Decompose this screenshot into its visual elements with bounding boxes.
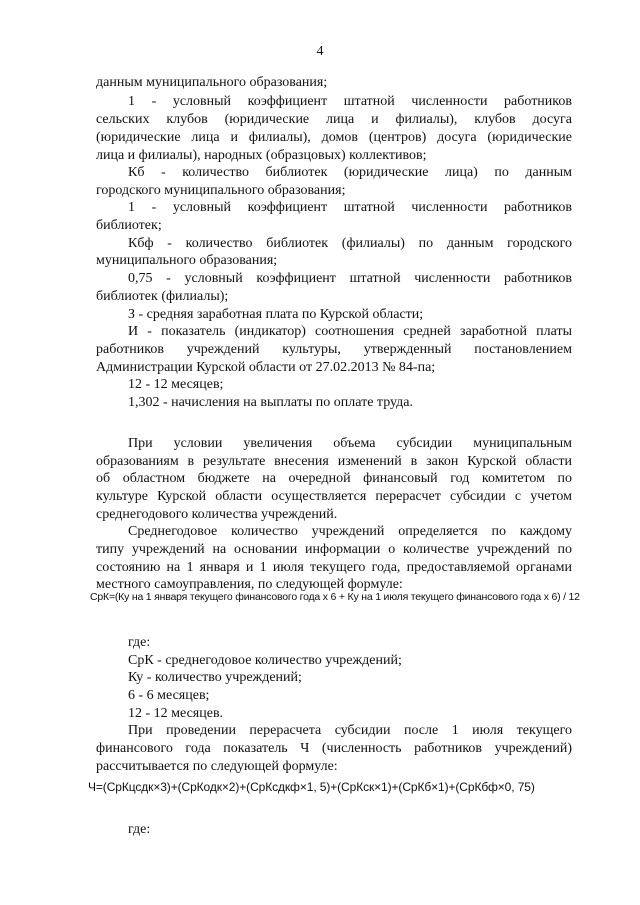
text-line: 1 - условный коэффициент штатной численности работников [128, 94, 572, 109]
text-line: 6 - 6 месяцев; [128, 688, 210, 703]
text-line: лица и филиалы), народных (образцовых) коллективов; [96, 148, 427, 163]
text-line: З - средняя заработная плата по Курской области; [128, 307, 424, 322]
text-line: об областном бюджете на очередной финансовый год комитетом по [96, 471, 572, 486]
text-line: рассчитывается по следующей формуле: [96, 759, 338, 774]
text-line: финансового года показатель Ч (численность работников учреждений) [96, 741, 572, 756]
text-line: 1 - условный коэффициент штатной численности работников [128, 200, 572, 215]
text-line: местного самоуправления, по следующей формуле: [96, 577, 403, 592]
text-line: городского муниципального образования; [96, 183, 346, 198]
text-line: библиотек; [96, 218, 162, 233]
text-line: среднегодового количества учреждений. [96, 507, 338, 522]
page-number: 4 [316, 44, 324, 59]
text-line: При условии увеличения объема субсидии муниципальным [128, 436, 572, 451]
text-line: СрК - среднегодовое количество учреждений; [128, 653, 402, 668]
text-line: библиотек (филиалы); [96, 289, 229, 304]
text-line: Администрации Курской области от 27.02.2013 № 84-па; [96, 360, 436, 375]
text-line: работников учреждений культуры, утвержденный постановлением [96, 342, 572, 357]
text-line: При проведении перерасчета субсидии после 1 июля текущего [128, 723, 572, 738]
text-line: (юридические лица и филиалы), домов (центров) досуга (юридические [96, 130, 572, 145]
text-line: сельских клубов (юридические лица и филиалы), клубов досуга [96, 112, 572, 127]
text-line: Ку - количество учреждений; [128, 670, 302, 685]
text-line: данным муниципального образования; [96, 75, 328, 90]
text-line: состоянию на 1 января и 1 июля текущего года, предоставляемой органами [96, 560, 572, 575]
formula-average-count: СрК=(Ку на 1 января текущего финансового года х 6 + Ку на 1 июля текущего финансового года х 6) / 12 [90, 591, 580, 603]
text-line: 0,75 - условный коэффициент штатной численности работников [128, 271, 572, 286]
text-line: муниципального образования; [96, 253, 278, 268]
text-line: Кб - количество библиотек (юридические лица) по данным [128, 165, 572, 180]
text-line: 12 - 12 месяцев. [128, 706, 224, 721]
text-line: образованиям в результате внесения изменений в закон Курской области [96, 454, 572, 469]
formula-staff-count: Ч=(СрКцсдк×3)+(СрКодк×2)+(СрКсдкф×1, 5)+(СрКск×1)+(СрКб×1)+(СрКбф×0, 75) [88, 780, 535, 794]
text-line: И - показатель (индикатор) соотношения средней заработной платы [128, 324, 572, 339]
text-line: где: [128, 822, 151, 837]
text-line: Среднегодовое количество учреждений определяется по каждому [128, 524, 572, 539]
text-line: типу учреждений на основании информации о количестве учреждений по [96, 542, 572, 557]
text-line: Кбф - количество библиотек (филиалы) по данным городского [128, 236, 572, 251]
text-line: 12 - 12 месяцев; [128, 377, 224, 392]
text-line: культуре Курской области осуществляется перерасчет субсидии с учетом [96, 489, 572, 504]
text-line: где: [128, 635, 151, 650]
text-line: 1,302 - начисления на выплаты по оплате труда. [128, 395, 413, 410]
